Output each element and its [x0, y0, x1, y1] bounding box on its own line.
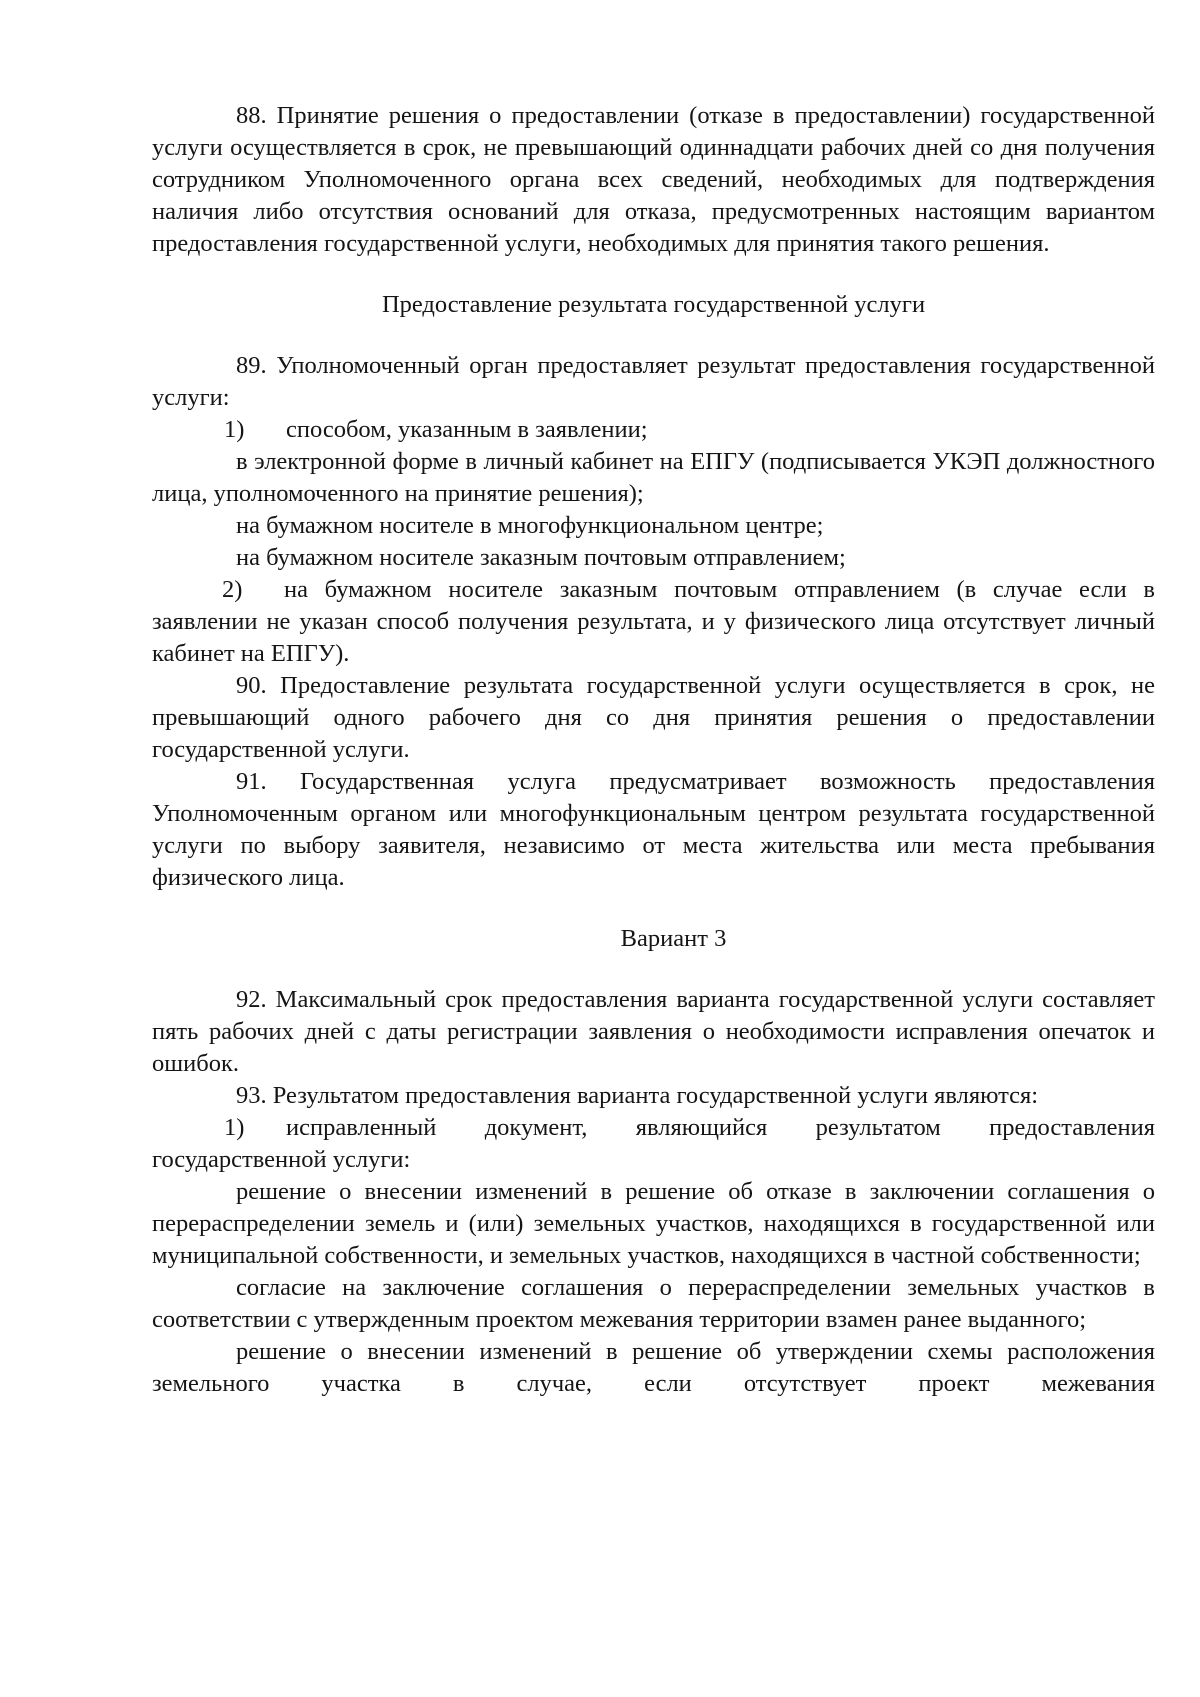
paragraph-88: 88. Принятие решения о предоставлении (отказе в предоставлении) государственной услуги осуществляется в срок, не превышающий одиннадцати рабочих дней со дня получения сотрудником Уполномоченного органа всех сведений, необходимых для подтверждения наличия либо отсутствия оснований для отказа, предусмотренных настоящим вариантом предоставления государственной услуги, необходимых для принятия такого решения. — [152, 102, 1155, 257]
list-item-text: способом, указанным в заявлении; — [286, 416, 648, 443]
section-heading-result: Предоставление результата государственной услуги — [381, 291, 926, 318]
list-number: 2) — [222, 576, 243, 603]
paragraph-89-sub-1: в электронной форме в личный кабинет на ЕПГУ (подписывается УКЭП должностного лица, уполномоченного на принятие решения); — [152, 448, 1155, 507]
paragraph-93-sub-1: решение о внесении изменений в решение об отказе в заключении соглашения о перераспределении земель и (или) земельных участков, находящихся в государственной или муниципальной собственности, и земельных участков, находящихся в частной собственности; — [152, 1178, 1155, 1269]
document-body — [152, 100, 1155, 1400]
paragraph-93-item-1 — [152, 1112, 1155, 1176]
section-heading-variant: Вариант 3 — [620, 925, 727, 952]
paragraph-93-sub-2: согласие на заключение соглашения о перераспределении земельных участков в соответствии с утвержденным проектом межевания территории взамен ранее выданного; — [152, 1274, 1155, 1333]
paragraph-89-item-1 — [152, 414, 1155, 446]
paragraph-89-sub-2: на бумажном носителе в многофункциональном центре; — [236, 512, 824, 539]
list-number: 1) — [224, 416, 245, 443]
paragraph-89-sub-3: на бумажном носителе заказным почтовым отправлением; — [236, 544, 846, 571]
list-item-text: исправленный документ, являющийся результатом предоставления государственной услуги: — [152, 1114, 1155, 1173]
list-number: 1) — [224, 1114, 245, 1141]
paragraph-92: 92. Максимальный срок предоставления варианта государственной услуги составляет пять рабочих дней с даты регистрации заявления о необходимости исправления опечаток и ошибок. — [152, 986, 1155, 1077]
list-item-text: на бумажном носителе заказным почтовым отправлением (в случае если в заявлении не указан способ получения результата, и у физического лица отсутствует личный кабинет на ЕПГУ). — [152, 576, 1155, 667]
paragraph-91: 91. Государственная услуга предусматривает возможность предоставления Уполномоченным органом или многофункциональным центром результата государственной услуги по выбору заявителя, независимо от места жительства или места пребывания физического лица. — [152, 768, 1155, 891]
paragraph-89: 89. Уполномоченный орган предоставляет результат предоставления государственной услуги: — [152, 352, 1155, 411]
paragraph-89-item-2 — [152, 574, 1155, 670]
paragraph-90: 90. Предоставление результата государственной услуги осуществляется в срок, не превышающий одного рабочего дня со дня принятия решения о предоставлении государственной услуги. — [152, 672, 1155, 763]
paragraph-93: 93. Результатом предоставления варианта государственной услуги являются: — [236, 1082, 1039, 1109]
paragraph-93-sub-3: решение о внесении изменений в решение об утверждении схемы расположения земельного участка в случае, если отсутствует проект межевания — [152, 1338, 1155, 1397]
